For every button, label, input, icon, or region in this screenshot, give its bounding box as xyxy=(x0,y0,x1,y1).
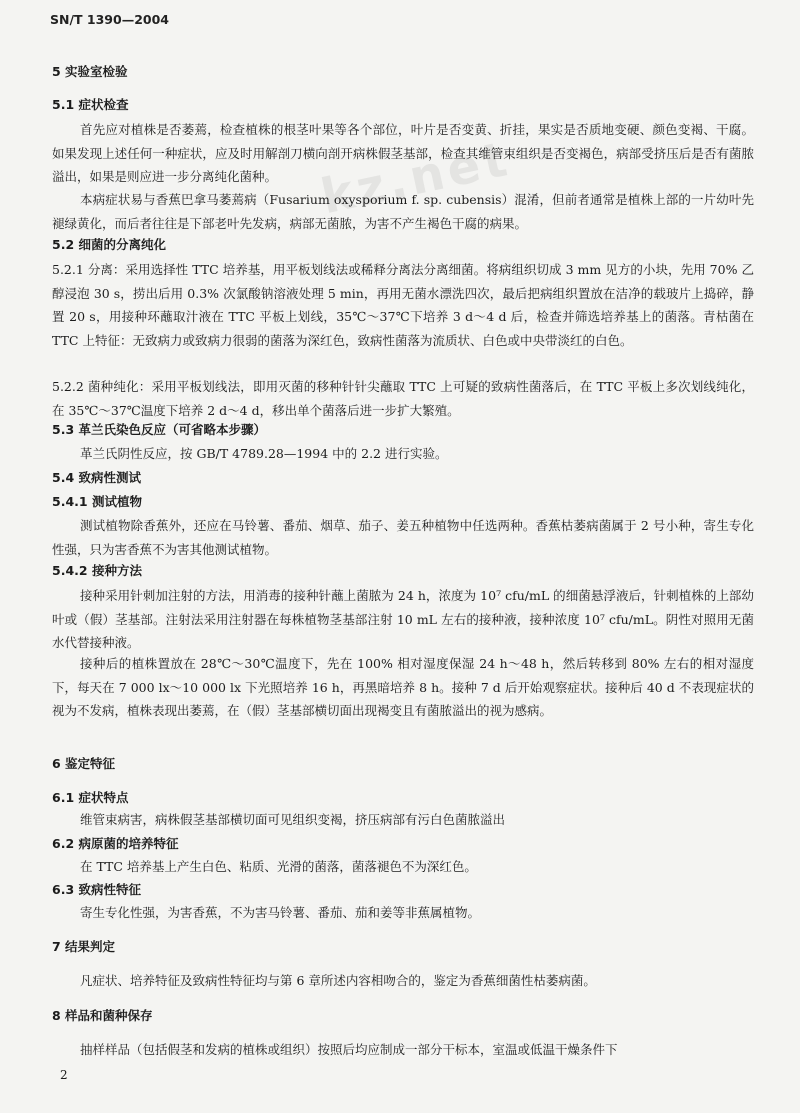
section-5-3-para: 革兰氏阴性反应，按 GB/T 4789.28—1994 中的 2.2 进行实验。 xyxy=(80,446,448,461)
section-7-title: 7 结果判定 xyxy=(52,939,116,954)
section-5-title: 5 实验室检验 xyxy=(52,64,128,79)
section-6-2-para: 在 TTC 培养基上产生白色、粘质、光滑的菌落，菌落褪色不为深红色。 xyxy=(80,859,477,874)
section-5-2-1-para: 5.2.1 分离：采用选择性 TTC 培养基，用平板划线法或稀释分离法分离细菌。将病组织切成 3 mm 见方的小块，先用 70% 乙醇浸泡 30 s，捞出后用 0.3% 次氯酸钠溶液处理 5 min，再用无菌水漂洗四次，最后把病组织置放在洁净的载玻片上捣碎，静置 20 s，用接种环蘸取汁液在 TTC 平板上划线，35℃～37℃下培养 3 d～4 d 后，检查并筛选培养基上的菌落。青枯菌在 TTC 上特征：无致病力或致病力很弱的菌落为深红色，致病性菌落为流质状、白色或中央带淡红的白色。 xyxy=(52,262,754,348)
section-6-3-para: 寄生专化性强，为害香蕉，不为害马铃薯、番茄、茄和姜等非蕉属植物。 xyxy=(80,905,481,920)
page-number: 2 xyxy=(60,1068,68,1082)
section-8-title: 8 样品和菌种保存 xyxy=(52,1008,153,1023)
section-5-3-title: 5.3 革兰氏染色反应（可省略本步骤） xyxy=(52,422,266,437)
section-5-4-2-para-1: 接种采用针刺加注射的方法，用消毒的接种针蘸上菌脓为 24 h，浓度为 10⁷ cfu/mL 的细菌悬浮液后，针刺植株的上部幼叶或（假）茎基部。注射法采用注射器在每株植物茎基部注射 10 mL 左右的接种液，接种浓度 10⁷ cfu/mL。阴性对照用无菌水代替接种液。 xyxy=(52,588,754,650)
section-7-para: 凡症状、培养特征及致病性特征均与第 6 章所述内容相吻合的，鉴定为香蕉细菌性枯萎病菌。 xyxy=(80,973,596,988)
watermark: kz.net xyxy=(316,130,516,226)
section-5-2-title: 5.2 细菌的分离纯化 xyxy=(52,237,166,252)
section-6-title: 6 鉴定特征 xyxy=(52,756,116,771)
section-5-4-2-para-2: 接种后的植株置放在 28℃～30℃温度下，先在 100% 相对湿度保湿 24 h～48 h，然后转移到 80% 左右的相对湿度下，每天在 7 000 lx～10 000 lx 下光照培养 16 h，再黑暗培养 8 h。接种 7 d 后开始观察症状。接种后 40 d 不表现症状的视为不发病，植株表现出萎蔫，在（假）茎基部横切面出现褐变且有菌脓溢出的视为感病。 xyxy=(52,656,754,718)
section-6-3-title: 6.3 致病性特征 xyxy=(52,882,141,897)
section-8-para: 抽样样品（包括假茎和发病的植株或组织）按照后均应制成一部分干标本，室温或低温干燥条件下 xyxy=(80,1042,618,1057)
section-5-4-1-title: 5.4.1 测试植物 xyxy=(52,494,142,509)
section-5-1-para-1: 首先应对植株是否萎蔫，检查植株的根茎叶果等各个部位，叶片是否变黄、折挂，果实是否质地变硬、颜色变褐、干腐。如果发现上述任何一种症状，应及时用解剖刀横向剖开病株假茎基部，检查其维管束组织是否变褐色，病部受挤压后是否有菌脓溢出，如果是则应进一步分离纯化菌种。 xyxy=(52,122,754,184)
doc-header: SN/T 1390—2004 xyxy=(50,12,169,27)
section-5-1-title: 5.1 症状检查 xyxy=(52,97,129,112)
section-6-1-title: 6.1 症状特点 xyxy=(52,790,129,805)
section-6-1-para: 维管束病害，病株假茎基部横切面可见组织变褐，挤压病部有污白色菌脓溢出 xyxy=(80,812,506,827)
section-5-4-title: 5.4 致病性测试 xyxy=(52,470,141,485)
section-6-2-title: 6.2 病原菌的培养特征 xyxy=(52,836,179,851)
section-5-4-2-title: 5.4.2 接种方法 xyxy=(52,563,142,578)
section-5-1-para-2: 本病症状易与香蕉巴拿马萎蔫病（Fusarium oxysporium f. sp. cubensis）混淆，但前者通常是植株上部的一片幼叶先褪绿黄化，而后者往往是下部老叶先发病，病部无菌脓，为害不产生褐色干腐的病果。 xyxy=(52,192,754,231)
section-5-4-1-para: 测试植物除香蕉外，还应在马铃薯、番茄、烟草、茄子、姜五种植物中任选两种。香蕉枯萎病菌属于 2 号小种，寄生专化性强，只为害香蕉不为害其他测试植物。 xyxy=(52,518,754,557)
section-5-2-2-para: 5.2.2 菌种纯化：采用平板划线法，即用灭菌的移种针针尖蘸取 TTC 上可疑的致病性菌落后，在 TTC 平板上多次划线纯化，在 35℃～37℃温度下培养 2 d～4 d，移出单个菌落后进一步扩大繁殖。 xyxy=(52,379,754,418)
